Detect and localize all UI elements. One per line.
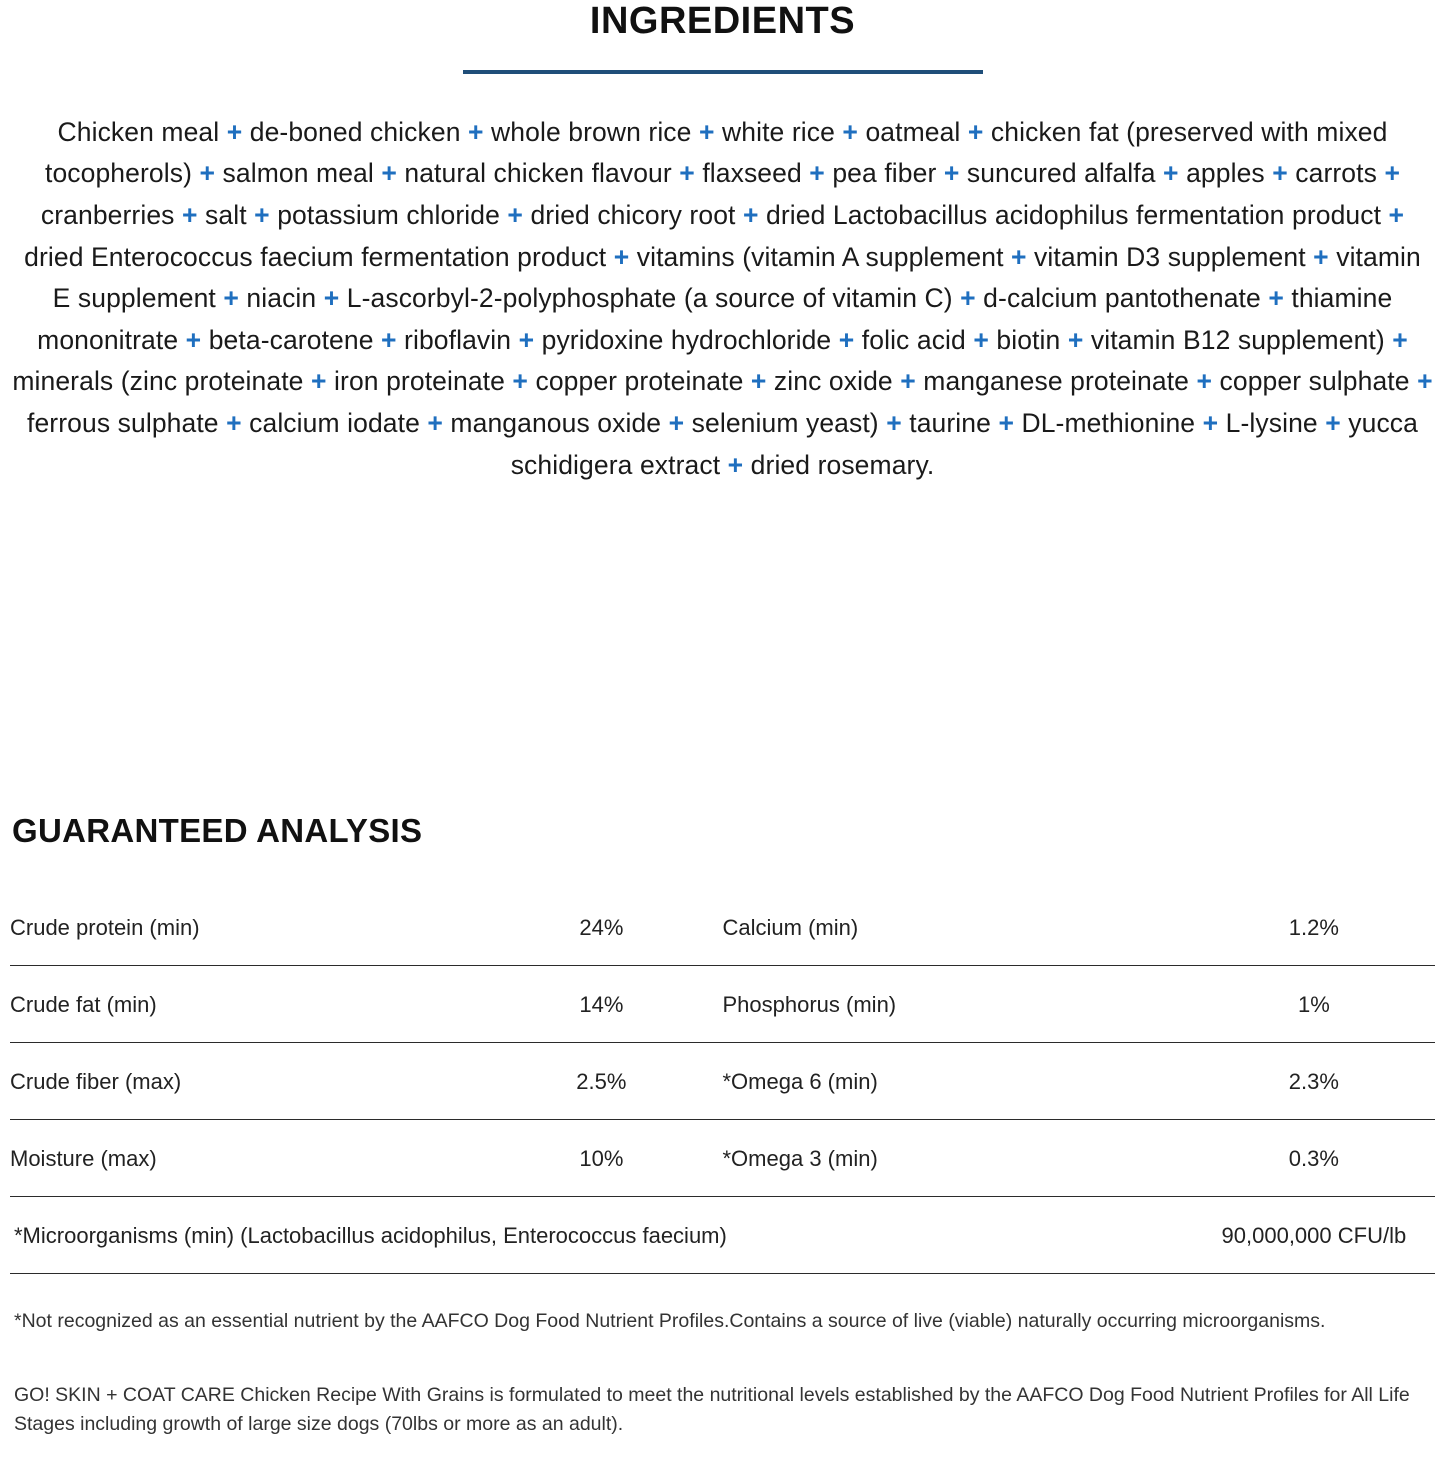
ingredient-separator: + [886,408,902,439]
nutrient-label: *Omega 6 (min) [723,1043,1193,1120]
ingredients-list-text: Chicken meal + de-boned chicken + whole brown rice + white rice + oatmeal + chicken fat (preserved with mixed tocopherols) + salmon meal + natural chicken flavour + flaxseed + pea fiber + suncured alfalfa + apples + carrots + cranberries + salt + potassium chloride + dried chicory root + dried Lactobacillus acidophilus fermentation product + dried Enterococcus faecium fermentation product + vitamins (vitamin A supplement + vitamin D3 supplement + vitamin E supplement + niacin + L-ascorbyl-2-polyphosphate (a source of vitamin C) + d-calcium pantothenate + thiamine mononitrate + beta-carotene + riboflavin + pyridoxine hydrochloride + folic acid + biotin + vitamin B12 supplement) + minerals (zinc proteinate + iron proteinate + copper proteinate + zinc oxide + manganese proteinate + copper sulphate + ferrous sulphate + calcium iodate + manganous oxide + selenium yeast) + taurine + DL-methionine + L-lysine + yucca schidigera extract + dried rosemary. [12,116,1433,480]
ingredient-separator: + [381,324,397,355]
ingredients-heading: INGREDIENTS [589,0,856,42]
ingredient-separator: + [742,200,759,231]
ingredient-separator: + [668,408,685,439]
ingredient-separator: + [518,324,535,355]
ingredient-separator: + [1268,283,1284,314]
ingredient-separator: + [998,408,1015,439]
ingredient-separator: + [1011,241,1027,272]
ingredient-separator: + [973,324,989,355]
ingredient-separator: + [381,158,397,189]
nutrient-label: *Omega 3 (min) [723,1120,1193,1197]
table-row [10,889,1435,966]
ingredient-separator: + [900,366,916,397]
ingredient-separator: + [1417,366,1433,397]
ingredient-separator: + [1392,324,1408,355]
nutrient-value: 1% [1193,966,1435,1043]
ingredient-separator: + [1388,200,1405,231]
guaranteed-analysis-table [10,889,1435,1274]
nutrient-label: Calcium (min) [723,889,1193,966]
ingredient-separator: + [943,158,960,189]
ingredient-separator: + [223,283,239,314]
formulated-statement: GO! SKIN + COAT CARE Chicken Recipe With Grains is formulated to meet the nutritional levels established by the AAFCO Dog Food Nutrient Profiles for All Life Stages including growth of large size dogs (70lbs or more as an adult). [14,1384,1410,1435]
ingredient-separator: + [199,158,216,189]
ingredient-separator: + [698,116,715,147]
guaranteed-analysis-heading: GUARANTEED ANALYSIS [12,811,423,849]
ingredient-separator: + [512,366,528,397]
nutrient-value: 2.3% [1193,1043,1435,1120]
ingredient-separator: + [323,283,340,314]
ingredient-separator: + [1272,158,1288,189]
nutrient-value: 1.2% [1193,889,1435,966]
ingredient-separator: + [1067,324,1084,355]
ingredient-separator: + [468,116,484,147]
ingredient-separator: + [311,366,327,397]
ingredient-separator: + [1163,158,1179,189]
ingredient-separator: + [185,324,202,355]
ingredient-separator: + [750,366,767,397]
ingredient-separator: + [254,200,270,231]
nutrient-value: 10% [480,1120,722,1197]
aafco-footnote: *Not recognized as an essential nutrient by the AAFCO Dog Food Nutrient Profiles.Contains a source of live (viable) naturally occurring microorganisms. [14,1310,1326,1333]
ingredient-separator: + [1325,408,1341,439]
nutrient-label: Moisture (max) [10,1120,480,1197]
microorganisms-value: 90,000,000 CFU/lb [1193,1197,1435,1274]
nutrient-label: Phosphorus (min) [723,966,1193,1043]
ingredient-separator: + [507,200,523,231]
heading-divider [463,70,983,74]
ingredient-separator: + [960,283,976,314]
ingredient-separator: + [727,449,744,480]
nutrient-value: 0.3% [1193,1120,1435,1197]
ingredient-separator: + [838,324,855,355]
table-row [10,1043,1435,1120]
table-row [10,1120,1435,1197]
nutrient-value: 2.5% [480,1043,722,1120]
table-row [10,966,1435,1043]
ingredient-separator: + [679,158,695,189]
nutrient-label: Crude protein (min) [10,889,480,966]
ingredient-separator: + [1202,408,1219,439]
ingredient-separator: + [226,408,242,439]
ingredient-separator: + [613,241,630,272]
nutrient-label: Crude fat (min) [10,966,480,1043]
ingredient-separator: + [842,116,858,147]
nutrient-value: 14% [480,966,722,1043]
spacer [10,513,1435,813]
ingredient-separator: + [1196,366,1213,397]
ingredient-separator: + [1313,241,1329,272]
ingredient-separator: + [809,158,825,189]
ingredient-separator: + [967,116,984,147]
ingredient-separator: + [226,116,243,147]
nutrient-label: Crude fiber (max) [10,1043,480,1120]
ingredient-separator: + [182,200,198,231]
ingredient-separator: + [427,408,443,439]
nutrient-value: 24% [480,889,722,966]
microorganisms-label: *Microorganisms (min) (Lactobacillus acidophilus, Enterococcus faecium) [10,1197,1193,1274]
ingredient-separator: + [1384,158,1401,189]
table-row-microorganisms [10,1197,1435,1274]
